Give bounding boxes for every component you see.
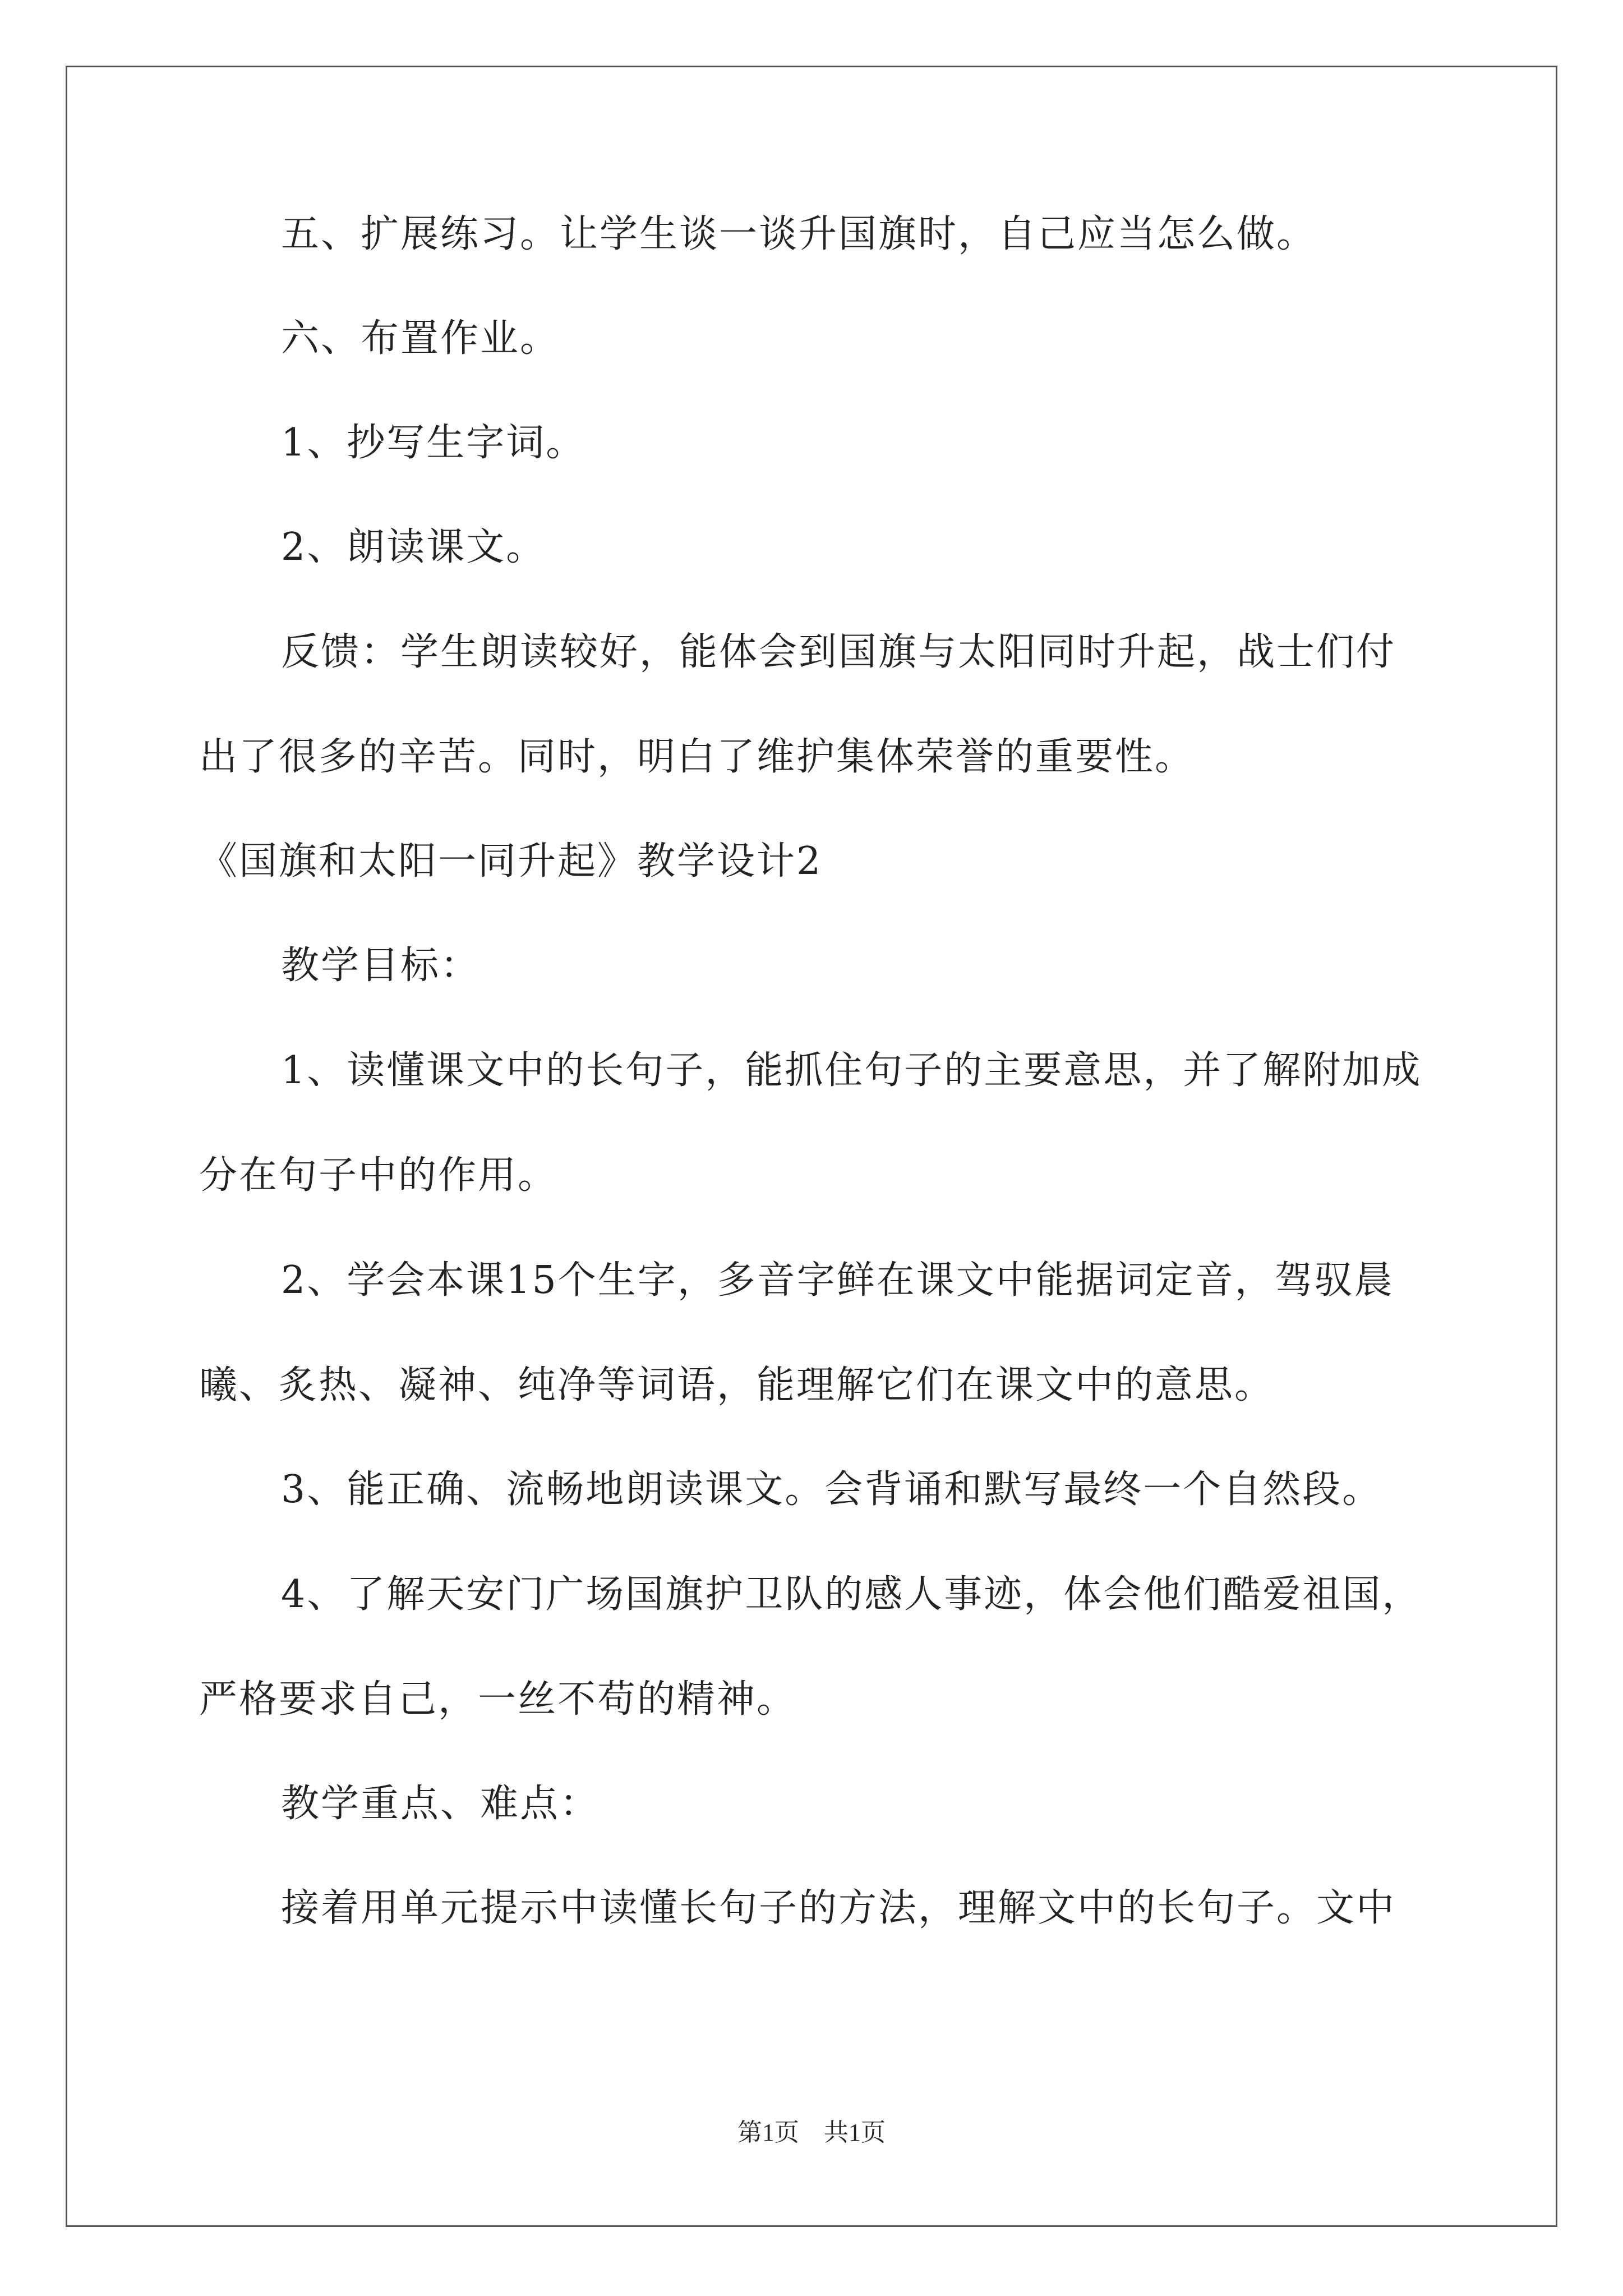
document-body: [199, 209, 1433, 1987]
paragraph-homework-item-2: 2、朗读课文。: [281, 525, 546, 569]
section-title: 《国旗和太阳一同升起》教学设计2: [199, 839, 823, 884]
paragraph-objectives-heading: 教学目标：: [281, 944, 481, 988]
paragraph-homework-item-1: 1、抄写生字词。: [281, 421, 586, 465]
page-footer: 第1页 共1页: [737, 2119, 886, 2146]
paragraph-extension-exercise: 五、扩展练习。让学生谈一谈升国旗时，自己应当怎么做。: [281, 212, 1317, 256]
paragraph-objective-1: 1、读懂课文中的长句子，能抓住句子的主要意思，并了解附加成分在句子中的作用。: [199, 1048, 1422, 1198]
paragraph-homework: 六、布置作业。: [281, 316, 560, 361]
paragraph-objective-2: 2、学会本课15个生字，多音字鲜在课文中能据词定音，驾驭晨曦、炙热、凝神、纯净等词语，能理解它们在课文中的意思。: [199, 1258, 1394, 1407]
paragraph-objective-4: 4、了解天安门广场国旗护卫队的感人事迹，体会他们酷爱祖国，严格要求自己，一丝不苟的精神。: [199, 1572, 1422, 1722]
paragraph-key-points-heading: 教学重点、难点：: [281, 1782, 600, 1826]
paragraph-objective-3: 3、能正确、流畅地朗读课文。会背诵和默写最终一个自然段。: [281, 1467, 1382, 1512]
paragraph-feedback: 反馈：学生朗读较好，能体会到国旗与太阳同时升起，战士们付出了很多的辛苦。同时，明白了维护集体荣誉的重要性。: [199, 630, 1396, 779]
paragraph-key-points: 接着用单元提示中读懂长句子的方法，理解文中的长句子。文中: [281, 1886, 1396, 1930]
